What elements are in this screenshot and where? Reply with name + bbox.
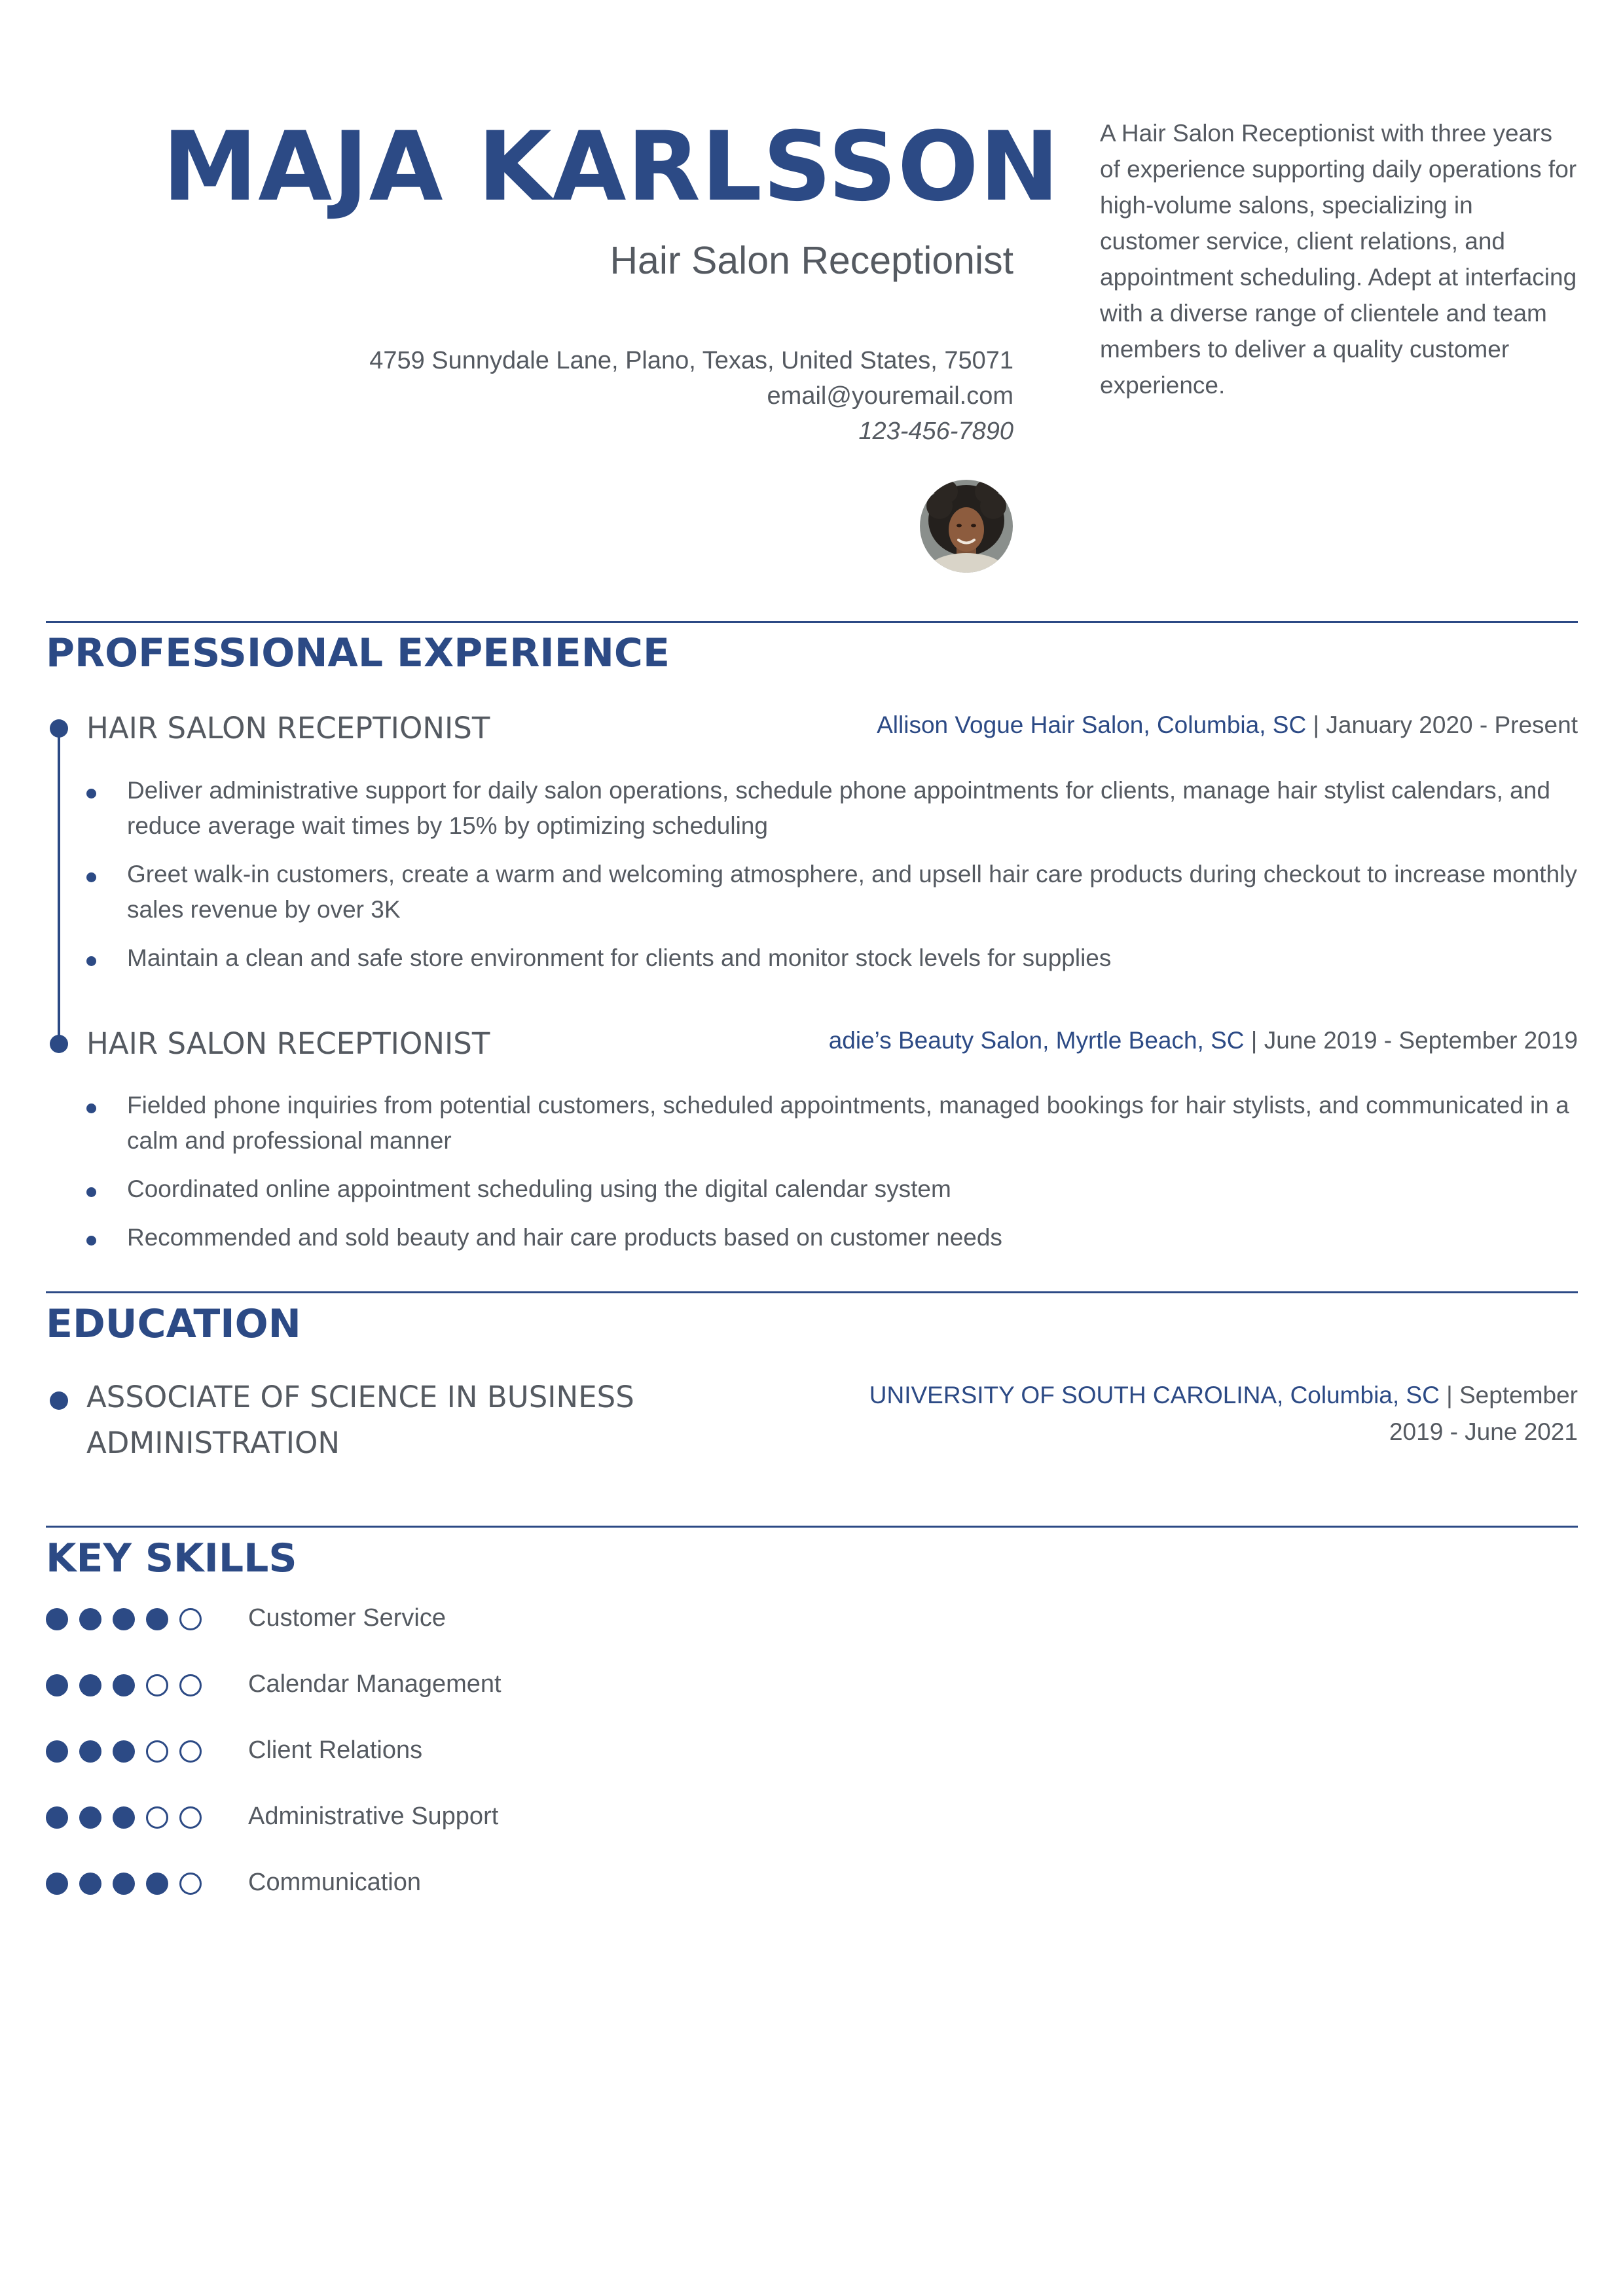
filled-dot-icon — [46, 1873, 68, 1895]
employer: Allison Vogue Hair Salon, Columbia, SC — [877, 711, 1307, 738]
section-title-skills: KEY SKILLS — [46, 1535, 297, 1581]
list-item — [86, 1172, 1579, 1207]
section-divider — [46, 1291, 1578, 1293]
job-title: HAIR SALON RECEPTIONIST — [86, 711, 490, 745]
bullet-text: Maintain a clean and safe store environment for clients and monitor stock levels for supplies — [127, 944, 1112, 971]
filled-dot-icon — [79, 1806, 101, 1829]
contact-address: 4759 Sunnydale Lane, Plano, Texas, United States, 75071 — [369, 347, 1013, 374]
timeline-dot — [50, 719, 68, 738]
bullet-text: Fielded phone inquiries from potential customers, scheduled appointments, managed bookings for hair stylists, and communicated in a calm and professional manner — [127, 1092, 1569, 1154]
empty-dot-icon — [179, 1806, 202, 1829]
skill-name: Client Relations — [248, 1736, 423, 1764]
skill-rating — [46, 1738, 242, 1764]
education-degree: ASSOCIATE OF SCIENCE IN BUSINESS ADMINISTRATION — [86, 1380, 634, 1460]
avatar — [920, 480, 1013, 573]
list-item — [86, 941, 1579, 976]
empty-dot-icon — [179, 1608, 202, 1630]
empty-dot-icon — [179, 1873, 202, 1895]
job-bullet-list — [86, 1088, 1579, 1268]
filled-dot-icon — [79, 1873, 101, 1895]
job-meta — [877, 708, 1578, 743]
bullet-text: Deliver administrative support for daily salon operations, schedule phone appointments for clients, manage hair stylist calendars, and reduce average wait times by 15% by optimizing scheduling — [127, 777, 1550, 839]
bullet-icon — [86, 1236, 96, 1246]
section-title-experience: PROFESSIONAL EXPERIENCE — [46, 630, 670, 676]
filled-dot-icon — [113, 1674, 135, 1696]
bullet-icon — [86, 1103, 96, 1113]
empty-dot-icon — [146, 1674, 168, 1696]
empty-dot-icon — [146, 1806, 168, 1829]
filled-dot-icon — [46, 1674, 68, 1696]
bullet-icon — [86, 872, 96, 882]
bullet-icon — [86, 789, 96, 798]
bullet-text: Recommended and sold beauty and hair care products based on customer needs — [127, 1224, 1002, 1251]
filled-dot-icon — [46, 1608, 68, 1630]
section-divider — [46, 1526, 1578, 1528]
candidate-name: MAJA KARLSSON — [162, 111, 1061, 223]
candidate-role: Hair Salon Receptionist — [610, 239, 1013, 282]
bullet-text: Coordinated online appointment scheduling using the digital calendar system — [127, 1175, 951, 1202]
contact-phone: 123-456-7890 — [858, 418, 1013, 445]
filled-dot-icon — [46, 1806, 68, 1829]
skill-name: Communication — [248, 1869, 421, 1896]
employer: adie’s Beauty Salon, Myrtle Beach, SC — [828, 1027, 1245, 1054]
list-item — [86, 1088, 1579, 1158]
timeline-line — [58, 728, 60, 1044]
education-dates: September 2019 - June 2021 — [1389, 1382, 1578, 1445]
filled-dot-icon — [146, 1608, 168, 1630]
skill-name: Calendar Management — [248, 1670, 501, 1698]
skill-name: Administrative Support — [248, 1803, 499, 1830]
job-dates: January 2020 - Present — [1326, 711, 1578, 738]
filled-dot-icon — [113, 1608, 135, 1630]
filled-dot-icon — [113, 1806, 135, 1829]
bullet-icon — [86, 956, 96, 966]
timeline-dot — [50, 1035, 68, 1053]
skill-name: Customer Service — [248, 1604, 446, 1632]
skill-rating — [46, 1804, 242, 1830]
filled-dot-icon — [79, 1740, 101, 1763]
section-title-education: EDUCATION — [46, 1301, 301, 1347]
bullet-text: Greet walk-in customers, create a warm and welcoming atmosphere, and upsell hair care products during checkout to increase monthly sales revenue by over 3K — [127, 861, 1577, 923]
empty-dot-icon — [179, 1740, 202, 1763]
contact-email: email@youremail.com — [767, 382, 1013, 410]
filled-dot-icon — [113, 1740, 135, 1763]
meta-separator: | — [1244, 1027, 1264, 1054]
list-item — [86, 1220, 1579, 1255]
section-divider — [46, 621, 1578, 623]
job-title: HAIR SALON RECEPTIONIST — [86, 1026, 490, 1061]
list-item — [86, 773, 1579, 844]
school-name: UNIVERSITY OF SOUTH CAROLINA, Columbia, SC — [869, 1382, 1440, 1408]
skill-rating — [46, 1672, 242, 1698]
empty-dot-icon — [146, 1740, 168, 1763]
list-item — [86, 857, 1579, 927]
job-dates: June 2019 - September 2019 — [1264, 1027, 1578, 1054]
filled-dot-icon — [146, 1873, 168, 1895]
profile-summary: A Hair Salon Receptionist with three years of experience supporting daily operations for high-volume salons, specializing in customer service, client relations, and appointment scheduling. Adept at interfacing with a diverse range of clientele and team members to deliver a quality customer experience. — [1100, 120, 1577, 399]
skill-rating — [46, 1605, 242, 1632]
filled-dot-icon — [113, 1873, 135, 1895]
timeline-dot — [50, 1391, 68, 1410]
education-meta — [825, 1377, 1578, 1450]
empty-dot-icon — [179, 1674, 202, 1696]
bullet-icon — [86, 1187, 96, 1197]
filled-dot-icon — [79, 1674, 101, 1696]
meta-separator: | — [1306, 711, 1326, 738]
skill-rating — [46, 1870, 242, 1896]
avatar-photo — [920, 480, 1013, 573]
job-meta — [829, 1023, 1578, 1058]
job-bullet-list — [86, 773, 1579, 989]
meta-separator: | — [1439, 1382, 1459, 1408]
filled-dot-icon — [79, 1608, 101, 1630]
filled-dot-icon — [46, 1740, 68, 1763]
